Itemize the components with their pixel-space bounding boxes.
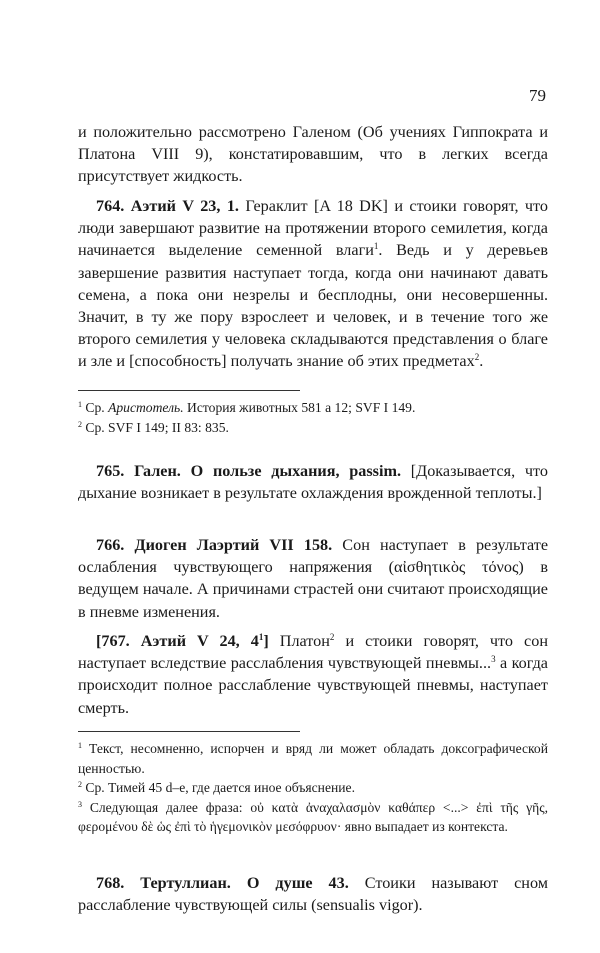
footnote-author: Аристотель. (108, 400, 184, 415)
footnote-ref: 1 (373, 241, 379, 252)
footnote-ref: 2 (329, 632, 335, 642)
footnote-mark: 2 (78, 780, 82, 789)
footnote-rule (78, 390, 300, 391)
intro-paragraph (78, 121, 548, 188)
page-number: 79 (529, 86, 546, 105)
footnotes-764 (78, 398, 548, 437)
entry-764-text-c: . (479, 352, 484, 371)
entry-766 (78, 534, 548, 623)
entry-767-text-a: Платон (268, 632, 330, 650)
footnote-text: Ср. (82, 400, 109, 415)
entry-765-heading: 765. Гален. О пользе дыхания, passim. (96, 462, 402, 480)
footnote-mark: 3 (78, 799, 82, 809)
entry-768-text: Стоики называют сном расслабление чувствующей силы (sensualis vigor). (78, 874, 549, 915)
entry-764 (78, 195, 548, 373)
footnote-text: Следующая далее фраза: οὐ κατὰ ἀναχαλασμὸν καθάπερ <...> ἐπὶ τῆς γῆς, φερομένου δὲ ὡς ἐπὶ τὸ ἡγεμονικὸν μεσόφρυον· явно выпадает из контекста. (78, 799, 548, 834)
footnotes-767 (78, 739, 548, 837)
entry-767-heading-bracket: ] (263, 632, 269, 650)
intro-text: и положительно рассмотрено Галеном (Об учениях Гиппократа и Платона VIII 9), констатировавшим, что в легких всегда присутствует жидкость. (78, 123, 548, 186)
entry-768-heading: 768. Тертуллиан. О душе 43. (96, 874, 349, 892)
entry-767-heading-text: [767. Аэтий V 24, 4 (96, 632, 259, 650)
entry-764-heading: 764. Аэтий V 23, 1. (96, 197, 239, 215)
entry-766-text: Сон наступает в результате ослабления чувствующего напряжения (αἰσθητικὸς τόνος) в ведущем начале. А причинами страстей они считают происходящие в пневме изменения. (78, 536, 549, 621)
footnote-text: Ср. Тимей 45 d–e, где дается иное объяснение. (82, 780, 355, 795)
entry-767-text-c: а когда происходит полное расслабление чувствующей пневмы, наступает смерть. (78, 654, 548, 717)
footnote-ref: 1 (258, 632, 264, 642)
entry-767 (78, 630, 548, 719)
entry-768 (78, 872, 548, 916)
footnote-ref: 3 (491, 654, 496, 665)
entry-764-text-a: Гераклит [A 18 DK] и стоики говорят, что люди завершают развитие на протяжении второго семилетия, когда начинается выделение семенной влаги (78, 197, 548, 260)
footnote-text: Текст, несомненно, испорчен и вряд ли может обладать доксографической ценностью. (78, 741, 548, 776)
footnote-rule (78, 731, 300, 732)
entry-765 (78, 460, 548, 504)
entry-765-text: [Доказывается, что дыхание возникает в результате охлаждения врожденной теплоты.] (78, 462, 548, 503)
footnote-text: История животных 581 a 12; SVF I 149. (183, 400, 416, 415)
entry-767-heading (96, 632, 269, 650)
footnote-mark: 1 (78, 400, 82, 409)
footnote-mark: 2 (78, 419, 82, 429)
footnote-ref: 2 (474, 352, 480, 363)
entry-764-text-b: . Ведь и у деревьев завершение развития наступает тогда, когда они начинают давать семена, а пока они незрелы и бесплодны, они несовершенны. Значит, в ту же пору взрослеет и человек, и в течение того же второго семилетия у человека складываются представления о благе и зле и [способность] получать знание об этих предметах (78, 241, 548, 371)
entry-767-text-b: и стоики говорят, что сон наступает вследствие расслабления чувствующей пневмы... (78, 632, 548, 673)
footnote-text: Ср. SVF I 149; II 83: 835. (82, 419, 229, 435)
footnote-mark: 1 (78, 741, 82, 750)
entry-766-heading: 766. Диоген Лаэртий VII 158. (96, 536, 333, 554)
